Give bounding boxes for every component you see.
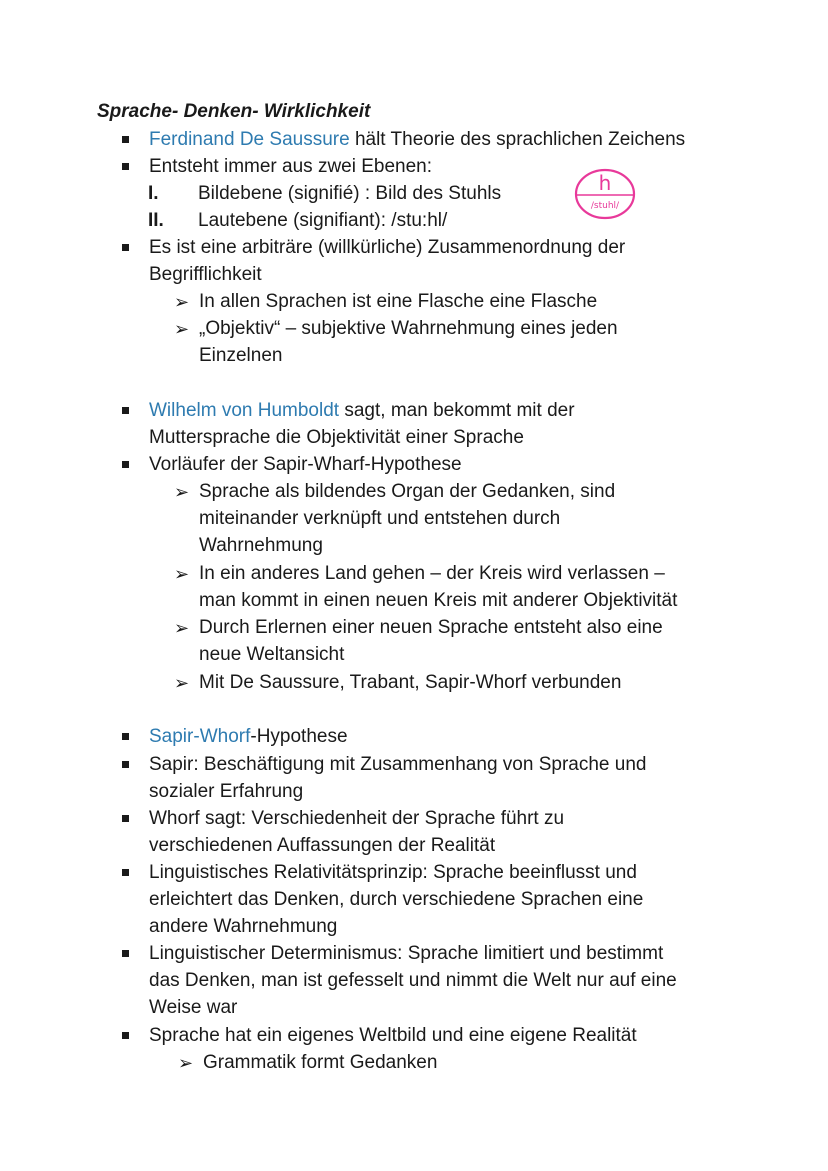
sub-item-continuation: Wahrnehmung [199,535,323,556]
list-item-continuation: andere Wahrnehmung [149,916,338,937]
sub-item: Sprache als bildendes Organ der Gedanken, sind [199,481,616,502]
sub-item: „Objektiv“ – subjektive Wahrnehmung eines jeden [199,318,618,339]
list-item: Vorläufer der Sapir-Wharf-Hypothese [149,454,462,475]
list-item: Bildebene (signifié) : Bild des Stuhls [198,183,502,204]
list-item-continuation: erleichtert das Denken, durch verschiedene Sprachen eine [149,889,644,910]
stamp-letter: h [598,171,612,195]
bullet-square [122,761,129,768]
stamp-drawing [574,168,636,220]
bullet-square [122,733,129,740]
term-sapir: Sapir- [149,726,200,747]
roman-numeral: I. [148,183,159,204]
sub-item-continuation: man kommt in einen neuen Kreis mit anderer Objektivität [199,590,678,611]
sub-item: In ein anderes Land gehen – der Kreis wird verlassen – [199,563,665,584]
bullet-square [122,163,129,170]
person-name: Ferdinand De Saussure [149,129,350,150]
sub-item-continuation: miteinander verknüpft und entstehen durch [199,508,561,529]
bullet-square [122,815,129,822]
arrow-bullet-icon: ➢ [174,482,190,502]
list-item: Whorf sagt: Verschiedenheit der Sprache führt zu [149,808,565,829]
bullet-square [122,869,129,876]
list-item-continuation: Begrifflichkeit [149,264,262,285]
arrow-bullet-icon: ➢ [174,319,190,339]
person-name: Wilhelm von Humboldt [149,400,340,421]
stamp-word: /stuhl/ [590,201,620,211]
arrow-bullet-icon: ➢ [174,564,190,584]
list-item: Sprache hat ein eigenes Weltbild und eine eigene Realität [149,1025,637,1046]
list-item-continuation: sozialer Erfahrung [149,781,304,802]
list-item: Entsteht immer aus zwei Ebenen: [149,156,433,177]
sub-item: Durch Erlernen einer neuen Sprache entsteht also eine [199,617,663,638]
list-item-continuation: Muttersprache die Objektivität einer Sprache [149,427,524,448]
bullet-square [122,136,129,143]
bullet-square [122,244,129,251]
sub-item: Grammatik formt Gedanken [203,1052,438,1073]
list-item: Linguistischer Determinismus: Sprache limitiert und bestimmt [149,943,664,964]
list-item-continuation: verschiedenen Auffassungen der Realität [149,835,496,856]
list-item-text: -Hypothese [250,726,348,747]
sub-item-continuation: Einzelnen [199,345,283,366]
list-item [149,725,348,749]
bullet-square [122,1032,129,1039]
page-title: Sprache- Denken- Wirklichkeit [97,101,371,122]
bullet-square [122,407,129,414]
list-item: Lautebene (signifiant): /stu:hl/ [198,210,448,231]
list-item-continuation: Weise war [149,997,238,1018]
list-item-continuation: das Denken, man ist gefesselt und nimmt die Welt nur auf eine [149,970,677,991]
sub-item-continuation: neue Weltansicht [199,644,345,665]
arrow-bullet-icon: ➢ [174,673,190,693]
list-item: Linguistisches Relativitätsprinzip: Sprache beeinflusst und [149,862,637,883]
list-item-text: sagt, man bekommt mit der [339,400,575,421]
list-item: Sapir: Beschäftigung mit Zusammenhang von Sprache und [149,754,647,775]
list-item-text: hält Theorie des sprachlichen Zeichens [349,129,686,150]
list-item: Es ist eine arbiträre (willkürliche) Zusammenordnung der [149,237,626,258]
list-item [149,128,685,152]
list-item [149,399,575,423]
term-whorf: Whorf [199,726,251,747]
bullet-square [122,461,129,468]
arrow-bullet-icon: ➢ [174,618,190,638]
arrow-bullet-icon: ➢ [174,292,190,312]
sub-item: Mit De Saussure, Trabant, Sapir-Whorf verbunden [199,672,622,693]
roman-numeral: II. [148,210,164,231]
sub-item: In allen Sprachen ist eine Flasche eine Flasche [199,291,598,312]
arrow-bullet-icon: ➢ [178,1053,194,1073]
bullet-square [122,950,129,957]
